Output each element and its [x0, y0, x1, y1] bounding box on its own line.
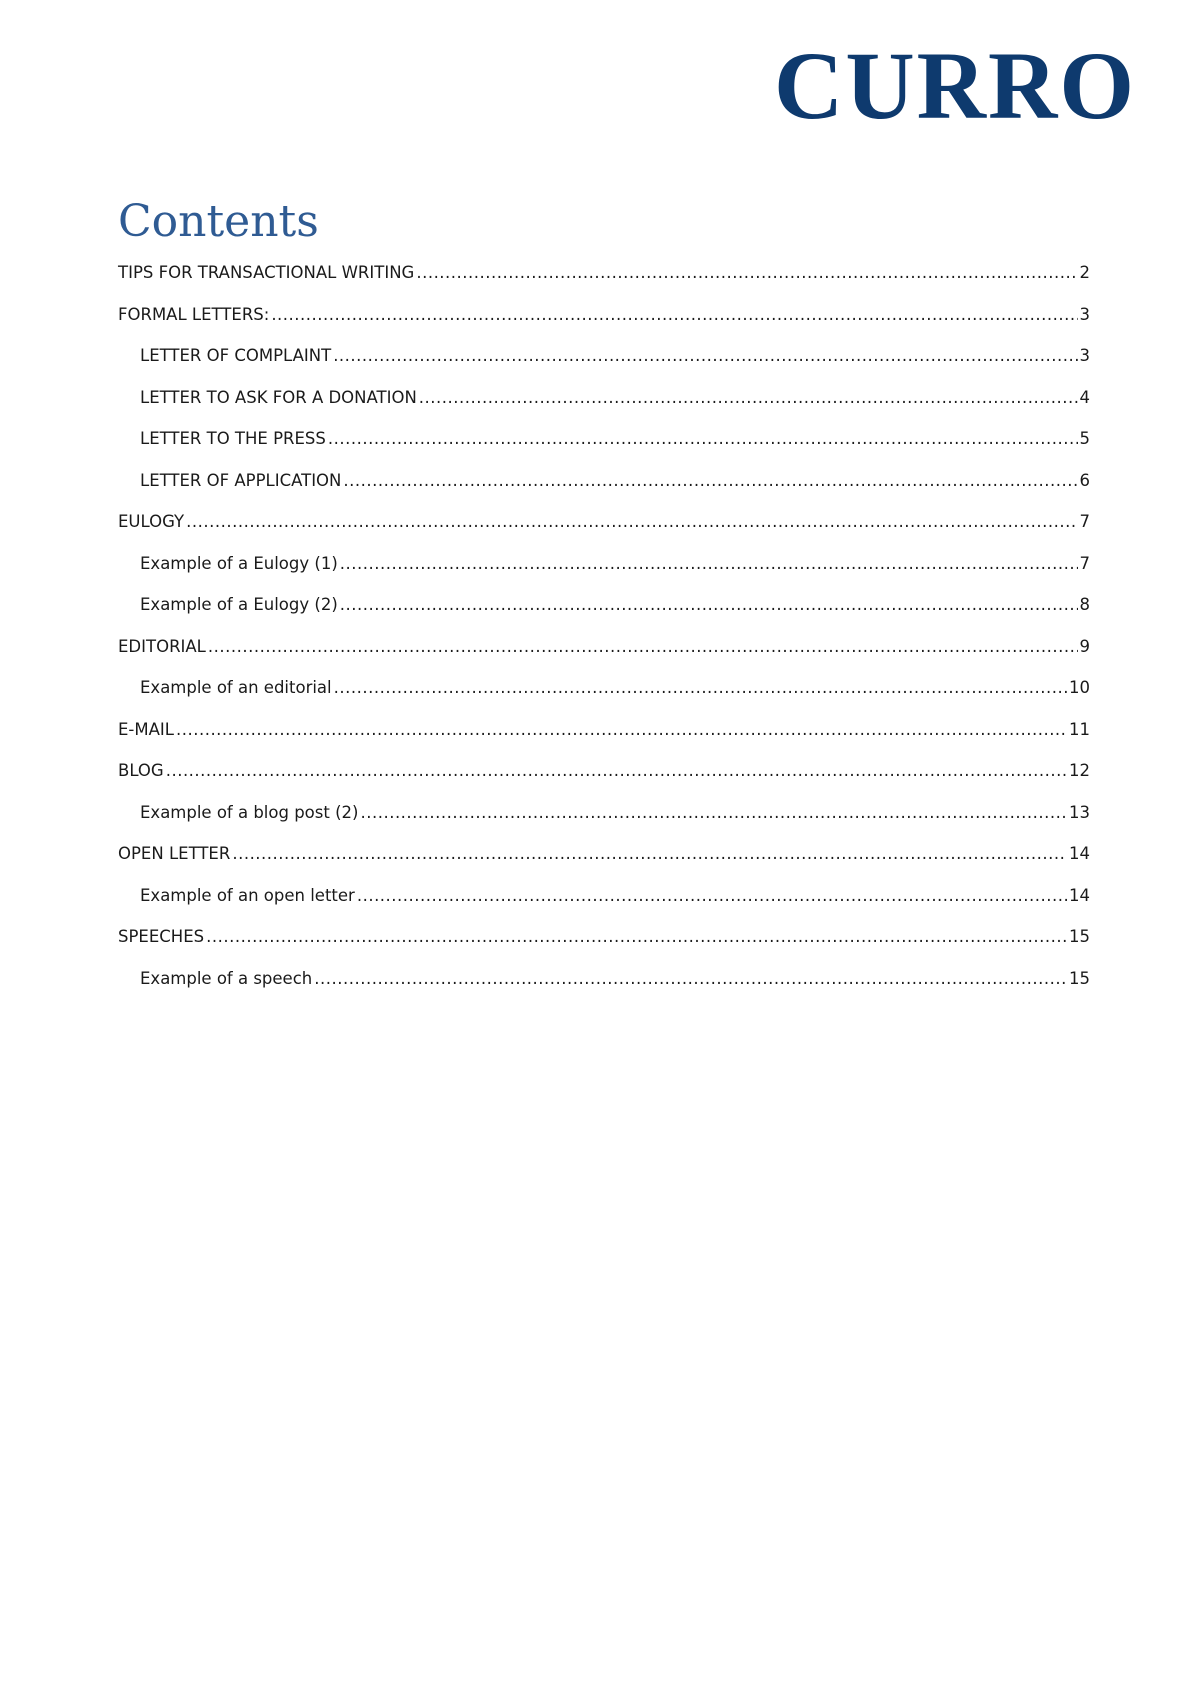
- toc-entry[interactable]: [118, 886, 1090, 928]
- toc-dot-leader: [208, 637, 1078, 656]
- toc-entry-page-number: 9: [1079, 636, 1090, 656]
- toc-dot-leader: [314, 969, 1067, 988]
- toc-entry-label: EDITORIAL: [118, 636, 206, 656]
- toc-entry[interactable]: [118, 761, 1090, 803]
- toc-entry-label: FORMAL LETTERS:: [118, 304, 270, 324]
- toc-entry-page-number: 13: [1069, 802, 1090, 822]
- toc-entry-page-number: 8: [1079, 595, 1090, 614]
- toc-entry[interactable]: [118, 512, 1090, 554]
- toc-entry[interactable]: [118, 969, 1090, 1011]
- toc-entry-label: Example of an editorial: [140, 678, 332, 697]
- toc-entry-label: Example of a Eulogy (2): [140, 595, 338, 614]
- toc-entry-label: LETTER OF COMPLAINT: [140, 346, 332, 365]
- toc-dot-leader: [334, 678, 1067, 697]
- toc-dot-leader: [271, 305, 1077, 324]
- toc-dot-leader: [340, 554, 1078, 573]
- toc-entry-label: BLOG: [118, 761, 164, 780]
- toc-entry-label: LETTER TO ASK FOR A DONATION: [140, 387, 417, 407]
- toc-entry-page-number: 11: [1069, 719, 1090, 739]
- toc-entry-label: Example of a Eulogy (1): [140, 553, 338, 573]
- toc-entry-page-number: 10: [1069, 678, 1090, 697]
- toc-entry-label: EULOGY: [118, 512, 185, 531]
- toc-entry[interactable]: [118, 388, 1090, 430]
- toc-entry[interactable]: [118, 554, 1090, 596]
- toc-dot-leader: [232, 844, 1067, 863]
- toc-entry-label: E-MAIL: [118, 719, 174, 739]
- table-of-contents: [118, 263, 1090, 1010]
- toc-dot-leader: [340, 595, 1078, 614]
- toc-dot-leader: [176, 720, 1067, 739]
- toc-entry-label: OPEN LETTER: [118, 844, 231, 863]
- toc-dot-leader: [360, 803, 1067, 822]
- toc-dot-leader: [186, 512, 1077, 531]
- toc-dot-leader: [416, 263, 1077, 282]
- toc-entry-label: SPEECHES: [118, 927, 205, 946]
- toc-entry[interactable]: [118, 720, 1090, 762]
- page-title: Contents: [118, 196, 319, 247]
- toc-entry-label: LETTER OF APPLICATION: [140, 470, 342, 490]
- toc-entry-page-number: 15: [1069, 927, 1090, 946]
- toc-entry[interactable]: [118, 637, 1090, 679]
- toc-dot-leader: [206, 927, 1067, 946]
- toc-entry-page-number: 3: [1079, 346, 1090, 365]
- toc-entry[interactable]: [118, 471, 1090, 513]
- toc-entry-label: Example of a speech: [140, 968, 313, 988]
- toc-entry-page-number: 7: [1079, 512, 1090, 531]
- toc-entry[interactable]: [118, 595, 1090, 637]
- toc-entry-page-number: 14: [1069, 885, 1090, 905]
- toc-entry[interactable]: [118, 305, 1090, 347]
- toc-dot-leader: [343, 471, 1077, 490]
- toc-entry-page-number: 2: [1079, 263, 1090, 282]
- toc-entry[interactable]: [118, 844, 1090, 886]
- toc-entry[interactable]: [118, 346, 1090, 388]
- toc-entry-page-number: 15: [1069, 968, 1090, 988]
- toc-dot-leader: [333, 346, 1077, 365]
- toc-entry[interactable]: [118, 429, 1090, 471]
- toc-entry-page-number: 4: [1079, 387, 1090, 407]
- curro-logo: CURRO: [774, 32, 1136, 139]
- toc-entry-label: Example of a blog post (2): [140, 802, 359, 822]
- toc-entry-label: TIPS FOR TRANSACTIONAL WRITING: [118, 263, 415, 282]
- toc-dot-leader: [328, 429, 1078, 448]
- toc-entry[interactable]: [118, 927, 1090, 969]
- toc-entry-label: Example of an open letter: [140, 885, 355, 905]
- toc-entry[interactable]: [118, 263, 1090, 305]
- toc-entry[interactable]: [118, 803, 1090, 845]
- toc-dot-leader: [166, 761, 1067, 780]
- toc-dot-leader: [419, 388, 1078, 407]
- toc-entry-page-number: 7: [1079, 553, 1090, 573]
- toc-entry[interactable]: [118, 678, 1090, 720]
- toc-entry-label: LETTER TO THE PRESS: [140, 429, 326, 448]
- toc-entry-page-number: 14: [1069, 844, 1090, 863]
- toc-dot-leader: [357, 886, 1067, 905]
- toc-entry-page-number: 3: [1079, 304, 1090, 324]
- toc-entry-page-number: 6: [1079, 470, 1090, 490]
- toc-entry-page-number: 5: [1079, 429, 1090, 448]
- toc-entry-page-number: 12: [1069, 761, 1090, 780]
